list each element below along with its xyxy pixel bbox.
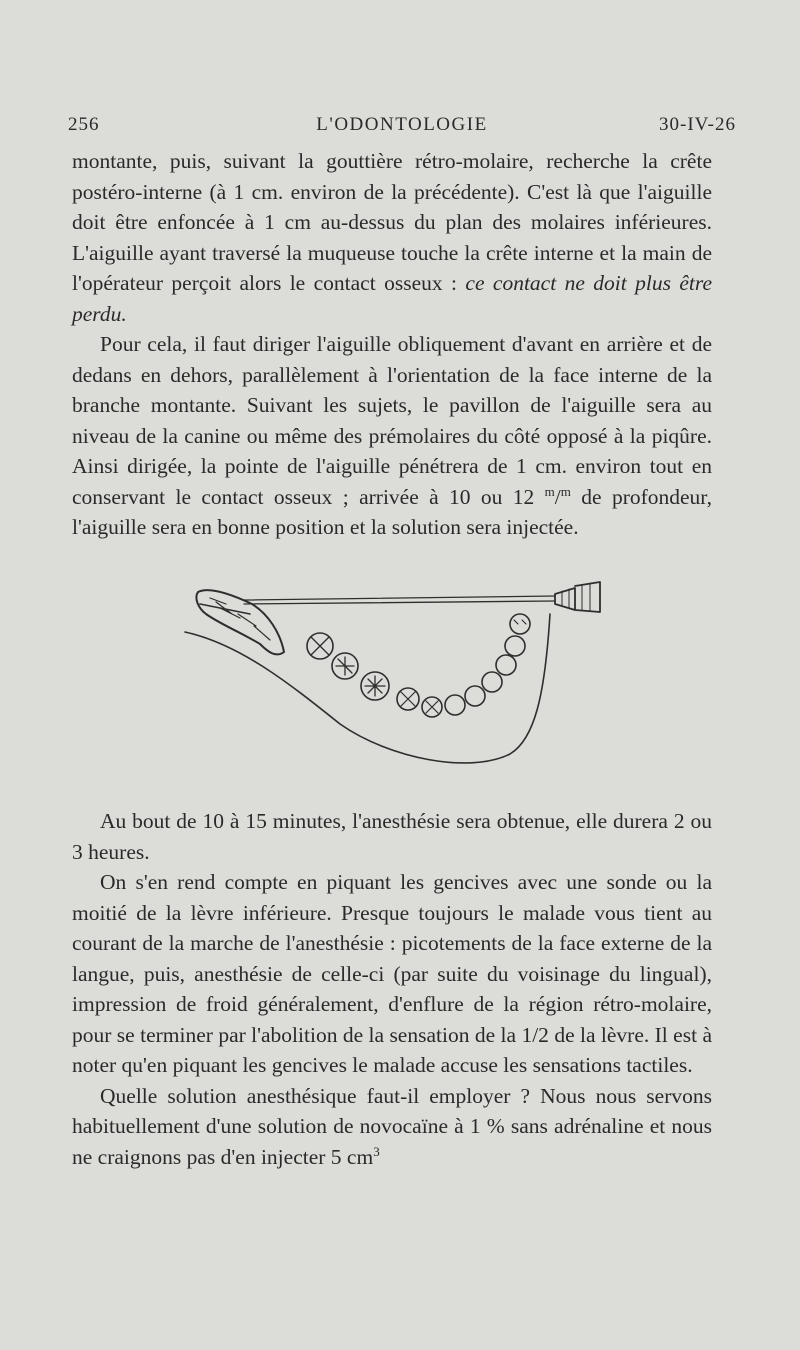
paragraph xyxy=(72,329,712,543)
text-block-lower xyxy=(72,806,712,1172)
tooth xyxy=(445,695,465,715)
needle xyxy=(244,596,555,604)
tooth xyxy=(496,655,516,675)
tooth xyxy=(465,686,485,706)
jaw-outline xyxy=(185,614,550,763)
running-title: L'ODONTOLOGIE xyxy=(316,114,488,135)
unit-superscript: m xyxy=(544,483,555,499)
text-block-upper xyxy=(72,146,712,543)
paragraph xyxy=(72,1081,712,1173)
tooth xyxy=(505,636,525,656)
paragraph-text: montante, puis, suivant la gouttière rétro-molaire, recherche la crête postéro-interne (à 1 cm. environ de la précédente). C'est là que l'aiguille doit être enfoncée à 1 cm au-dessus du plan des molaires inférieures. L'aiguille ayant traversé la muqueuse touche la crête interne et la main de l'opérateur perçoit alors le contact osseux : xyxy=(72,149,712,295)
tooth xyxy=(482,672,502,692)
paragraph-text: de profondeur, l'aiguille sera en bonne position et la solution sera injectée. xyxy=(72,484,712,539)
paragraph: On s'en rend compte en piquant les gencives avec une sonde ou la moitié de la lèvre inférieure. Presque toujours le malade vous tient au courant de la marche de l'anesthésie : picotements de la face externe de la langue, puis, anesthésie de celle-ci (par suite du voisinage du lingual), impression de froid généralement, d'enflure de la région rétro-molaire, pour se terminer par l'abolition de la sensation de la 1/2 de la lèvre. Il est à noter qu'en piquant les gencives le malade accuse les sensations tactiles. xyxy=(72,870,712,1077)
paragraph: Au bout de 10 à 15 minutes, l'anesthésie sera obtenue, elle durera 2 ou 3 heures. xyxy=(72,809,712,864)
paragraph xyxy=(72,146,712,329)
paragraph-text: Quelle solution anesthésique faut-il employer ? Nous nous servons habituellement d'une solution de novocaïne à 1 % sans adrénaline et nous ne craignons pas d'en injecter 5 cm xyxy=(72,1083,712,1169)
syringe-jaw-icon xyxy=(180,574,620,774)
emphasis-text: ce contact ne doit plus être perdu. xyxy=(72,271,713,326)
unit-superscript: 3 xyxy=(373,1143,380,1159)
unit-slash: / xyxy=(554,484,561,509)
unit-superscript: m xyxy=(560,483,571,499)
tooth xyxy=(510,614,530,634)
issue-date: 30-IV-26 xyxy=(659,114,736,135)
page-header xyxy=(68,114,736,140)
syringe-jaw-figure xyxy=(180,574,620,774)
page-number: 256 xyxy=(68,114,100,135)
paragraph-text: Pour cela, il faut diriger l'aiguille obliquement d'avant en arrière et de dedans en dehors, parallèlement à l'orientation de la face interne de la branche montante. Suivant les sujets, le pavillon de l'aiguille sera au niveau de la canine ou même des prémolaires du côté opposé à la piqûre. Ainsi dirigée, la pointe de l'aiguille pénétrera de 1 cm. environ tout en conservant le contact osseux ; arrivée à 10 ou 12 xyxy=(72,332,712,509)
